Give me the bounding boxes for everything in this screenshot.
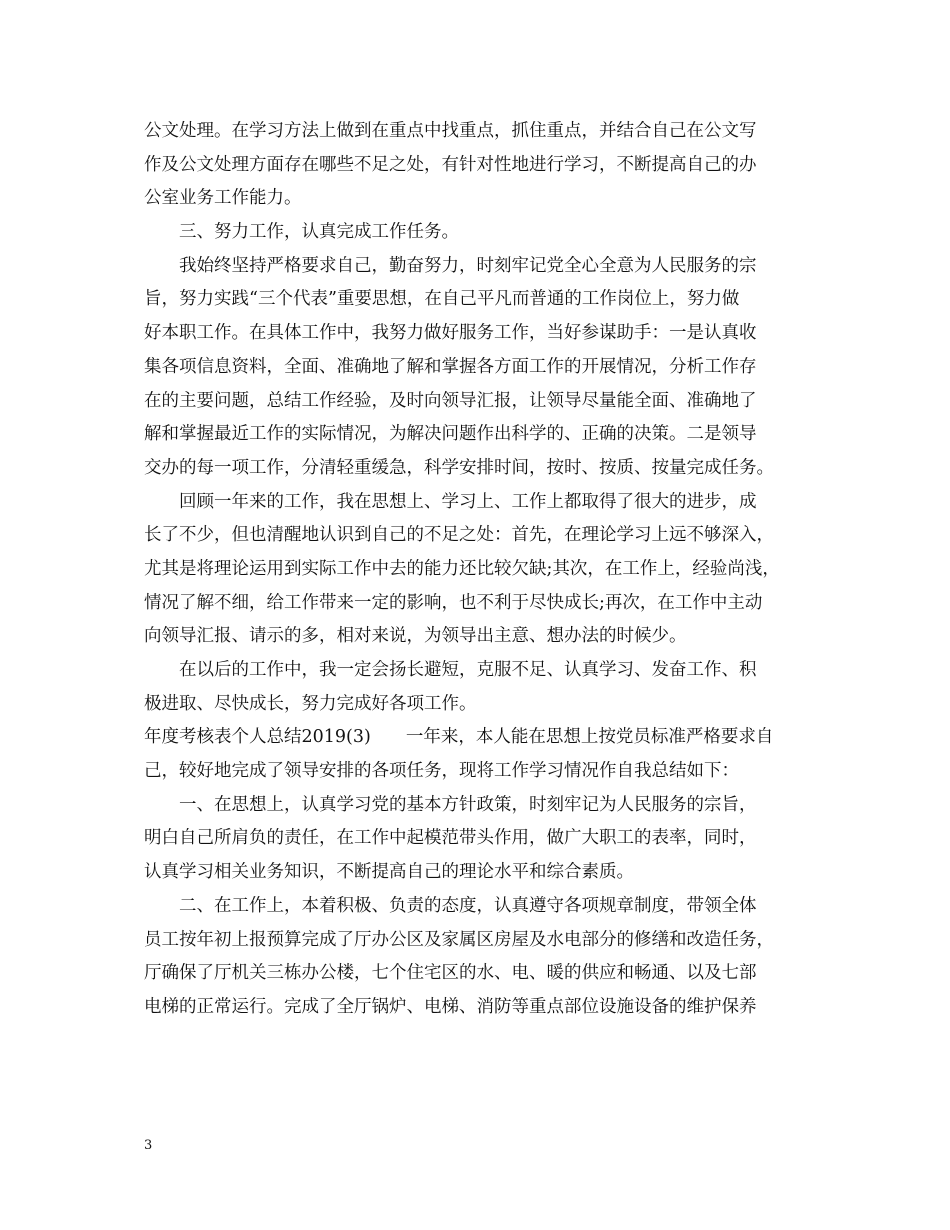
- text-line: 极进取、尽快成长，努力完成好各项工作。: [144, 693, 477, 714]
- text-line: 在的主要问题，总结工作经验，及时向领导汇报，让领导尽量能全面、准确地了: [144, 390, 757, 411]
- text-line: 三、努力工作，认真完成工作任务。: [179, 222, 459, 243]
- text-line: 公室业务工作能力。: [144, 188, 302, 209]
- text-line: 交办的每一项工作，分清轻重缓急，科学安排时间，按时、按质、按量完成任务。: [144, 457, 774, 478]
- text-line: 己，较好地完成了领导安排的各项任务，现将工作学习情况作自我总结如下：: [144, 761, 739, 782]
- text-line: 向领导汇报、请示的多，相对来说，为领导出主意、想办法的时候少。: [144, 626, 687, 647]
- text-line: 二、在工作上，本着积极、负责的态度，认真遵守各项规章制度，带领全体: [179, 895, 757, 916]
- text-line: 尤其是将理论运用到实际工作中去的能力还比较欠缺;其次，在工作上，经验尚浅，: [144, 558, 780, 579]
- text-line: 公文处理。在学习方法上做到在重点中找重点，抓住重点，并结合自己在公文写: [144, 121, 757, 141]
- text-line: 解和掌握最近工作的实际情况，为解决问题作出科学的、正确的决策。二是领导: [144, 424, 757, 445]
- text-line: 一、在思想上，认真学习党的基本方针政策，时刻牢记为人民服务的宗旨，: [179, 794, 757, 815]
- text-line: 员工按年初上报预算完成了厅办公区及家属区房屋及水电部分的修缮和改造任务，: [144, 929, 774, 950]
- text-line: 长了不少，但也清醒地认识到自己的不足之处：首先，在理论学习上远不够深入，: [144, 525, 774, 546]
- text-line: 厅确保了厅机关三栋办公楼，七个住宅区的水、电、暖的供应和畅通、以及七部: [144, 963, 757, 984]
- text-line: 电梯的正常运行。完成了全厅锅炉、电梯、消防等重点部位设施设备的维护保养: [144, 996, 757, 1017]
- text-line: 认真学习相关业务知识，不断提高自己的理论水平和综合素质。: [144, 862, 634, 883]
- text-line: 情况了解不细，给工作带来一定的影响，也不利于尽快成长;再次，在工作中主动: [144, 592, 763, 613]
- text-line: 在以后的工作中，我一定会扬长避短，克服不足、认真学习、发奋工作、积: [179, 660, 757, 680]
- text-line: 回顾一年来的工作，我在思想上、学习上、工作上都取得了很大的进步，成: [179, 491, 757, 512]
- text-line: 作及公文处理方面存在哪些不足之处，有针对性地进行学习，不断提高自己的办: [144, 154, 757, 175]
- page-number: 3: [144, 1138, 153, 1153]
- text-line: 年度考核表个人总结2019(3) 一年来，本人能在思想上按党员标准严格要求自: [144, 727, 774, 748]
- document-body: [144, 115, 816, 1025]
- text-line: 我始终坚持严格要求自己，勤奋努力，时刻牢记党全心全意为人民服务的宗: [179, 255, 757, 276]
- text-line: 明白自己所肩负的责任，在工作中起模范带头作用，做广大职工的表率，同时，: [144, 828, 757, 849]
- text-line: 集各项信息资料，全面、准确地了解和掌握各方面工作的开展情况，分析工作存: [144, 356, 757, 377]
- text-line: 好本职工作。在具体工作中，我努力做好服务工作，当好参谋助手：一是认真收: [144, 323, 757, 344]
- text-line: 旨，努力实践“三个代表”重要思想，在自己平凡而普通的工作岗位上，努力做: [144, 289, 740, 310]
